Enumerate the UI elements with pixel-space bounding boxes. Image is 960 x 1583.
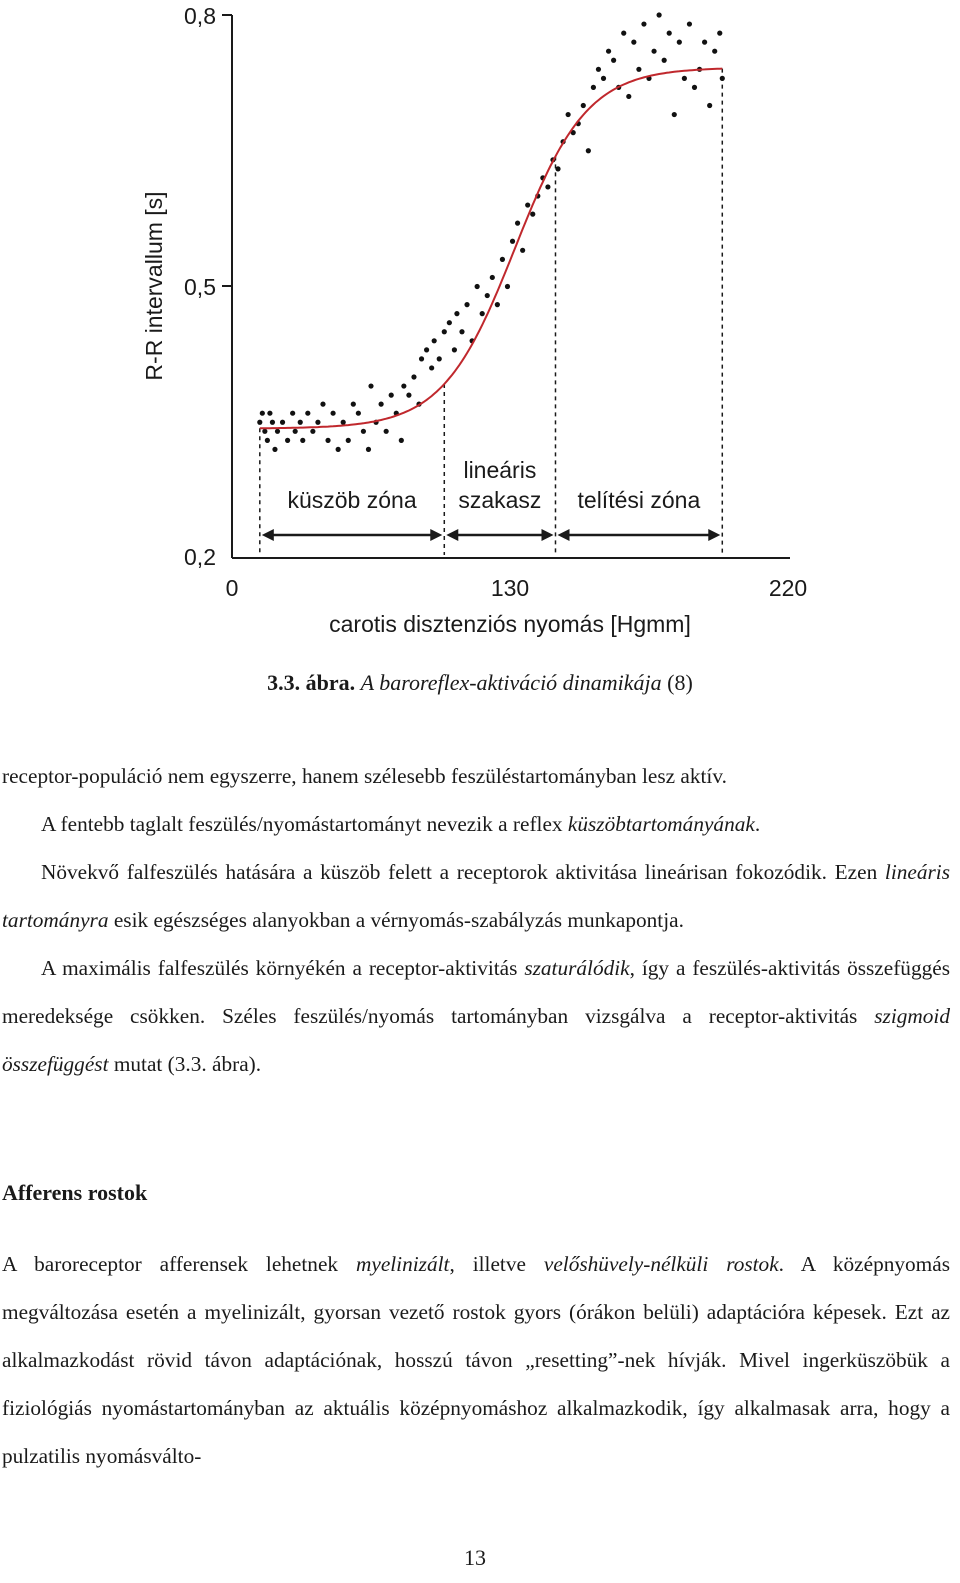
x-tick-label: 0 (225, 575, 239, 601)
data-point (270, 420, 275, 425)
data-point (626, 94, 631, 99)
y-tick-label: 0,2 (184, 544, 216, 570)
data-point (419, 356, 424, 361)
data-point (401, 383, 406, 388)
baroreflex-figure (0, 0, 960, 650)
paragraph: A maximális falfeszülés környékén a receptor-aktivitás szaturálódik, így a feszülés-aktivitás összefüggés meredeksége csökken. Széles feszülés/nyomás tartományban vizsgálva a receptor-aktivitás szigmoid összefüggést mutat (3.3. ábra). (2, 956, 950, 1076)
x-axis-label: carotis disztenziós nyomás [Hgmm] (329, 611, 691, 637)
zone-label: lineáris (463, 457, 537, 483)
figure-caption (0, 668, 960, 698)
data-point (257, 420, 262, 425)
zone-arrow-head (262, 529, 274, 541)
data-point (452, 347, 457, 352)
data-point (480, 311, 485, 316)
zone-arrow-head (446, 529, 458, 541)
zone-label: szakasz (458, 487, 542, 513)
y-axis-label: R-R intervallum [s] (141, 191, 167, 381)
data-point (459, 329, 464, 334)
data-point (442, 329, 447, 334)
y-tick-label: 0,8 (184, 3, 216, 29)
data-point (657, 12, 662, 17)
data-point (280, 420, 285, 425)
data-point (464, 302, 469, 307)
data-point (601, 76, 606, 81)
zone-annotations (260, 69, 722, 555)
zone-arrow-head (541, 529, 553, 541)
data-point (300, 438, 305, 443)
data-point (361, 429, 366, 434)
data-point (636, 67, 641, 72)
data-point (682, 76, 687, 81)
data-point (424, 347, 429, 352)
data-point (566, 112, 571, 117)
data-point (490, 275, 495, 280)
data-point (591, 85, 596, 90)
data-point (702, 40, 707, 45)
paragraph: A fentebb taglalt feszülés/nyomástartományt nevezik a reflex küszöbtartományának. (41, 812, 761, 836)
data-point (320, 402, 325, 407)
data-point (525, 202, 530, 207)
data-point (341, 420, 346, 425)
chart-axes (141, 3, 807, 637)
data-point (379, 402, 384, 407)
data-point (368, 383, 373, 388)
data-point (310, 429, 315, 434)
zone-arrow-head (708, 529, 720, 541)
data-point (500, 257, 505, 262)
data-point (651, 49, 656, 54)
data-point (346, 438, 351, 443)
data-point (356, 411, 361, 416)
data-point (485, 293, 490, 298)
data-point (351, 402, 356, 407)
scatter-points (257, 12, 725, 452)
data-point (631, 40, 636, 45)
data-point (272, 447, 277, 452)
data-point (672, 112, 677, 117)
data-point (586, 148, 591, 153)
data-point (275, 429, 280, 434)
paragraph-continued: receptor-populáció nem egyszerre, hanem szélesebb feszüléstartományban lesz aktív. (2, 764, 727, 788)
data-point (432, 338, 437, 343)
data-point (692, 85, 697, 90)
caption-ref: (8) (667, 670, 693, 695)
section-heading: Afferens rostok (2, 1180, 148, 1205)
data-point (530, 212, 535, 217)
data-point (495, 302, 500, 307)
zone-label: telítési zóna (577, 487, 701, 513)
data-point (298, 420, 303, 425)
data-point (510, 239, 515, 244)
x-tick-label: 220 (768, 575, 808, 601)
data-point (621, 30, 626, 35)
data-point (285, 438, 290, 443)
data-point (399, 438, 404, 443)
data-point (520, 248, 525, 253)
x-tick-label: 130 (490, 575, 530, 601)
data-point (667, 30, 672, 35)
zone-arrow-head (557, 529, 569, 541)
data-point (475, 284, 480, 289)
data-point (555, 166, 560, 171)
data-point (384, 429, 389, 434)
data-point (389, 393, 394, 398)
data-point (325, 438, 330, 443)
data-point (662, 58, 667, 63)
zone-arrow-head (430, 529, 442, 541)
data-point (406, 393, 411, 398)
caption-label: 3.3. ábra. (267, 670, 356, 695)
data-point (336, 447, 341, 452)
data-point (330, 411, 335, 416)
body-text-bottom (2, 1240, 950, 1480)
data-point (505, 284, 510, 289)
data-point (290, 411, 295, 416)
body-text-top (2, 752, 950, 1088)
data-point (717, 30, 722, 35)
data-point (447, 320, 452, 325)
paragraph: Növekvő falfeszülés hatására a küszöb felett a receptorok aktivitása lineárisan fokozódik. Ezen lineáris tartományra esik egészséges alanyokban a vérnyomás-szabályzás munkapontja. (2, 860, 950, 932)
data-point (265, 438, 270, 443)
data-point (437, 356, 442, 361)
data-point (262, 429, 267, 434)
data-point (515, 221, 520, 226)
data-point (687, 21, 692, 26)
data-point (677, 40, 682, 45)
data-point (581, 103, 586, 108)
data-point (429, 365, 434, 370)
data-point (366, 447, 371, 452)
data-point (411, 374, 416, 379)
data-point (545, 184, 550, 189)
zone-label: küszöb zóna (287, 487, 417, 513)
data-point (712, 49, 717, 54)
data-point (293, 429, 298, 434)
data-point (305, 411, 310, 416)
data-point (720, 76, 725, 81)
data-point (315, 420, 320, 425)
data-point (260, 411, 265, 416)
paragraph: A baroreceptor afferensek lehetnek myelinizált, illetve velőshüvely-nélküli rostok. A középnyomás megváltozása esetén a myelinizált, gyorsan vezető rostok gyors (órákon belüli) adaptációra képesek. Ezt az alkalmazkodást rövid távon adaptációnak, hosszú távon „resetting”-nek hívják. Mivel ingerküszöbük a fiziológiás nyomástartományban az aktuális középnyomáshoz alkalmazkodik, így alkalmasak arra, hogy a pulzatilis nyomásválto- (2, 1252, 950, 1468)
data-point (606, 49, 611, 54)
caption-title: A baroreflex-aktiváció dinamikája (360, 670, 662, 695)
data-point (611, 58, 616, 63)
data-point (454, 311, 459, 316)
page-number: 13 (464, 1545, 486, 1570)
data-point (707, 103, 712, 108)
data-point (641, 21, 646, 26)
data-point (596, 67, 601, 72)
sigmoid-fit-curve (260, 69, 723, 429)
data-point (267, 411, 272, 416)
y-tick-label: 0,5 (184, 274, 216, 300)
